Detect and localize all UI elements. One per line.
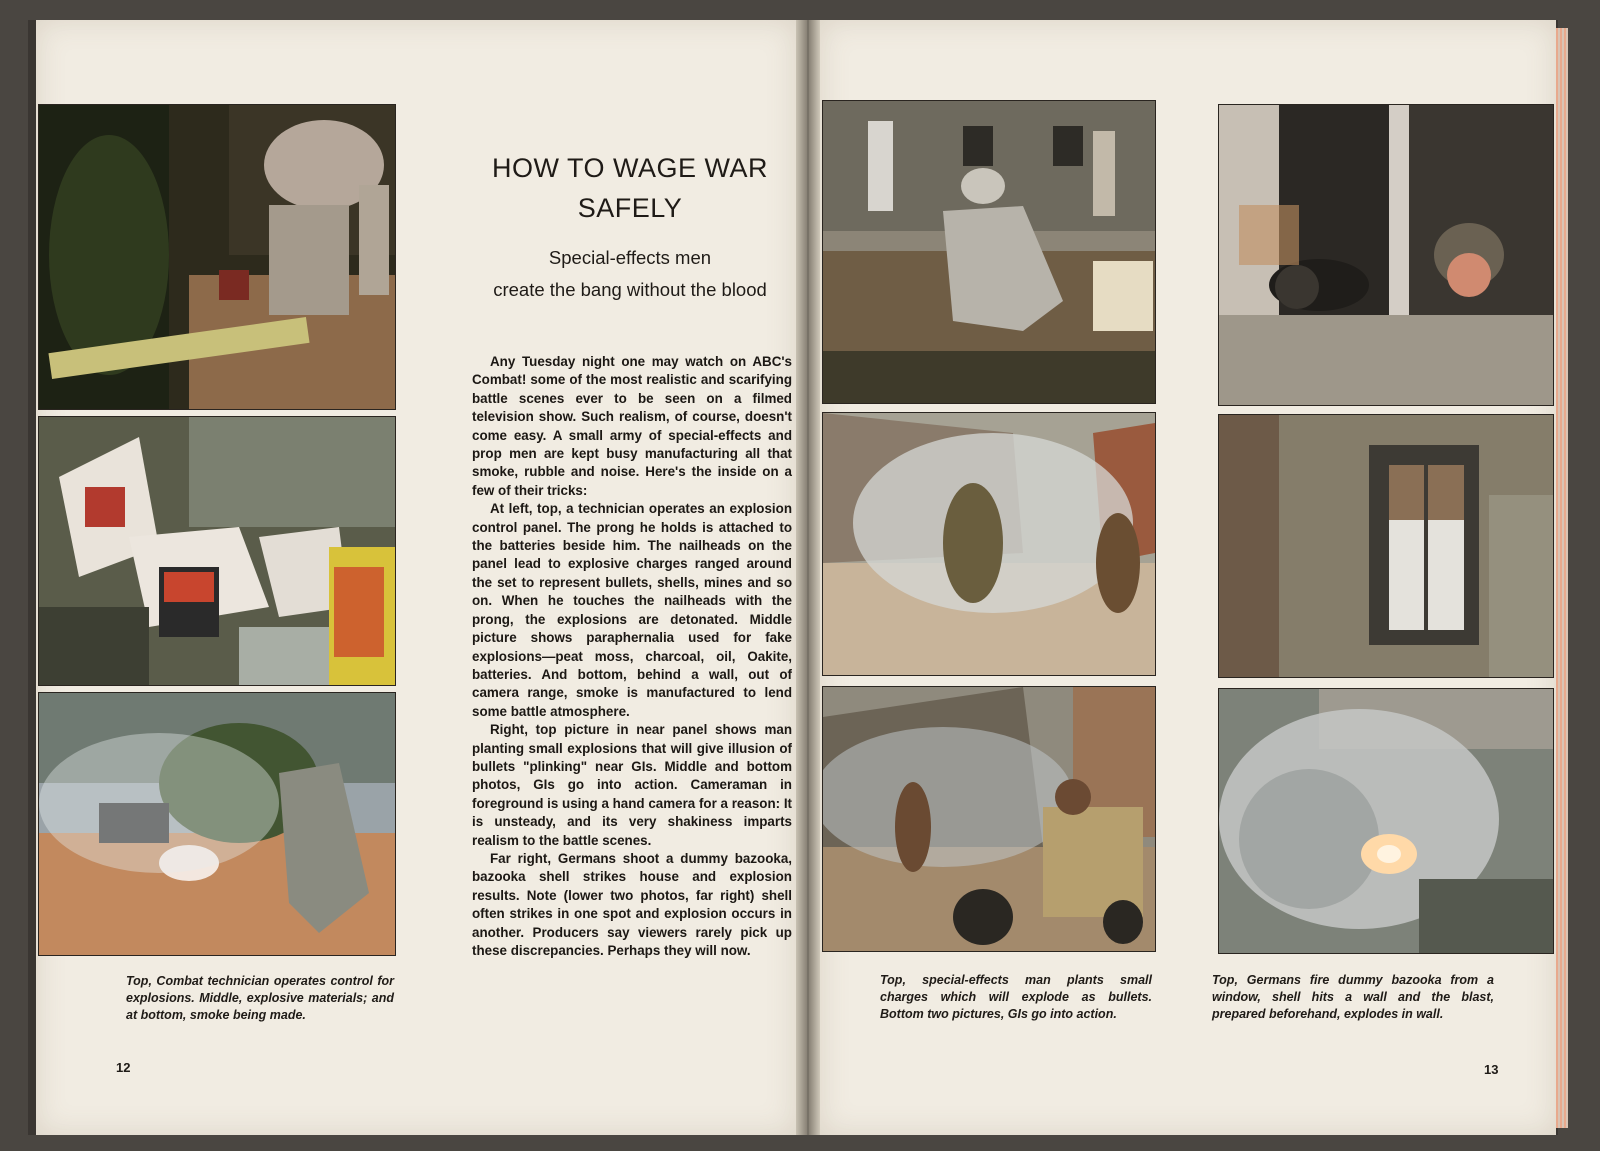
photo-explosive-materials <box>38 416 396 686</box>
photo-germans-fire-bazooka <box>1218 104 1554 406</box>
photo-wall-explosion <box>1218 688 1554 954</box>
article-subtitle-line-1: Special-effects men <box>548 247 712 268</box>
photo-smoke-being-made <box>38 692 396 956</box>
page-number-right: 13 <box>1484 1062 1499 1077</box>
page-number-left: 12 <box>116 1060 131 1075</box>
article-paragraph-1: Any Tuesday night one may watch on ABC's Combat! some of the most realistic and scarifying battle scenes ever to be seen on a filmed television show. Such realism, of course, doesn't come easy. A small army of special-effects and prop men are kept busy manufacturing all that smoke, rubble and noise. Here's the inside on a few of their tricks: <box>472 354 792 498</box>
near-photo-caption: Top, special-effects man plants small charges which will explode as bullets. Bottom two pictures, GIs go into action. <box>880 973 1152 1021</box>
photo-gis-action-1 <box>822 412 1156 676</box>
article-title <box>436 148 824 228</box>
far-photo-caption: Top, Germans fire dummy bazooka from a window, shell hits a wall and the blast, prepared beforehand, explodes in wall. <box>1212 973 1494 1021</box>
magazine-spread <box>28 20 1558 1135</box>
article-paragraph-3: Right, top picture in near panel shows man planting small explosions that will give illusion of bullets "plinking" near GIs. Middle and bottom photos, GIs go into action. Cameraman in foreground is using a hand camera for a reason: It is unsteady, and its very shakiness imparts realism to the battle scenes. <box>472 722 792 848</box>
photo-technician-control-panel <box>38 104 396 410</box>
article-paragraph-4: Far right, Germans shoot a dummy bazooka, bazooka shell strikes house and explosion results. Note (lower two photos, far right) shell often strikes in one spot and explosion occurs in another. Producers say viewers rarely pick up these discrepancies. Perhaps they will now. <box>472 850 792 958</box>
left-page <box>36 20 796 1135</box>
article-subtitle-line-2: create the bang without the blood <box>493 279 767 300</box>
article-paragraph-2: At left, top, a technician operates an explosion control panel. The prong he holds is attached to the batteries beside him. The nailheads on the panel lead to explosive charges ranged around the set to represent bullets, shells, mines and so on. When he touches the nailheads with the prong, the explosions are detonated. Middle picture shows paraphernalia used for fake explosions—peat moss, charcoal, oil, Oakite, batteries. And bottom, behind a wall, out of camera range, smoke is manufactured to lend some battle atmosphere. <box>472 501 792 719</box>
left-photo-caption: Top, Combat technician operates control for explosions. Middle, explosive materials; and at bottom, smoke being made. <box>126 974 394 1022</box>
article-body <box>472 353 792 960</box>
article-title-line-1: HOW TO WAGE WAR <box>492 153 768 183</box>
right-page <box>820 20 1556 1135</box>
photo-gis-action-cameraman <box>822 686 1156 952</box>
article-subtitle <box>436 242 824 306</box>
book-gutter <box>796 20 820 1135</box>
photo-planting-charges <box>822 100 1156 404</box>
article-title-line-2: SAFELY <box>577 193 683 223</box>
photo-wall-window <box>1218 414 1554 678</box>
page-edge-stack <box>1556 28 1568 1128</box>
